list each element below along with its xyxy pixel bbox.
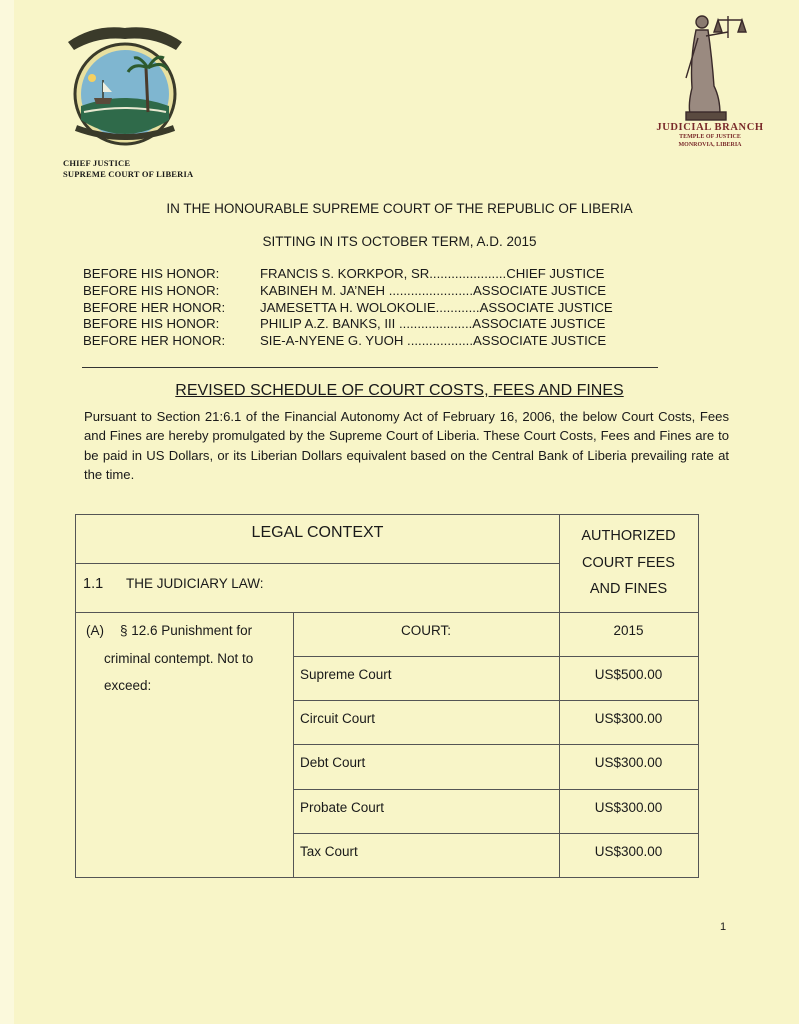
court-name-cell: Probate Court [300,800,385,815]
justice-title: BEFORE HIS HONOR: [83,282,220,298]
item-text-line1: § 12.6 Punishment for [120,623,253,638]
item-text-line3: exceed: [104,678,152,693]
section-number: 1.1 [83,576,104,592]
chief-justice-caption [63,158,193,180]
court-fee-cell: US$300.00 [594,800,663,815]
section-title: THE JUDICIARY LAW: [126,576,264,591]
table-divider [293,789,698,790]
monrovia-line: MONROVIA, LIBERIA [678,142,742,148]
court-fee-cell: US$300.00 [594,755,663,770]
year-column-header: 2015 [613,623,644,638]
justice-title: BEFORE HIS HONOR: [83,266,220,281]
justice-entry: PHILIP A.Z. BANKS, III ....................ASSOCIATE JUSTICE [260,316,606,332]
justice-row [83,283,613,300]
justice-entry: SIE-A-NYENE G. YUOH ..................ASSOCIATE JUSTICE [260,333,607,349]
justice-entry: JAMESETTA H. WOLOKOLIE............ASSOCIATE JUSTICE [260,299,613,315]
table-divider [293,700,698,701]
temple-of-justice-line: TEMPLE OF JUSTICE [679,134,741,140]
fees-header [559,523,698,603]
justice-title: BEFORE HER HONOR: [83,299,226,315]
item-text-line2: criminal contempt. Not to [104,651,254,666]
page-edge [0,0,14,1024]
justice-row [83,333,613,350]
justice-entry: KABINEH M. JA’NEH .......................ASSOCIATE JUSTICE [260,282,607,298]
court-name-cell: Tax Court [300,844,358,859]
divider-rule [82,367,658,368]
chief-justice-caption-line2: SUPREME COURT OF LIBERIA [63,169,194,179]
table-divider [293,833,698,834]
liberia-seal-emblem [64,20,186,148]
judicial-branch-title: JUDICIAL BRANCH [656,122,764,133]
court-title: IN THE HONOURABLE SUPREME COURT OF THE REPUBLIC OF LIBERIA [166,201,633,216]
fees-table [75,514,699,878]
lady-justice-emblem [676,8,748,122]
court-name-cell: Supreme Court [300,667,392,682]
justice-entry: FRANCIS S. KORKPOR, SR.....................CHIEF JUSTICE [260,266,605,281]
term-line: SITTING IN ITS OCTOBER TERM, A.D. 2015 [262,234,537,249]
justices-list [83,266,613,350]
court-name-cell: Circuit Court [300,711,376,726]
court-fee-cell: US$300.00 [594,844,663,859]
fees-header-line1: AUTHORIZED [581,528,676,544]
fees-header-line3: AND FINES [589,581,668,597]
justice-row [83,316,613,333]
court-fee-cell: US$300.00 [594,711,663,726]
chief-justice-caption-line1: CHIEF JUSTICE [63,158,131,168]
legal-context-header: LEGAL CONTEXT [251,524,384,541]
preamble-paragraph: Pursuant to Section 21:6.1 of the Financial Autonomy Act of February 16, 2006, the below Court Costs, Fees and Fines are hereby promulgated by the Supreme Court of Liberia. These Court Costs, Fees and Fines are to be paid in US Dollars, or its Liberian Dollars equivalent based on the Central Bank of Liberia prevailing rate at the time. [84,409,729,482]
justice-row [83,266,613,283]
court-column-header: COURT: [400,623,451,638]
judicial-branch-caption [640,122,780,149]
justice-title: BEFORE HIS HONOR: [83,316,220,332]
table-divider [76,612,698,613]
court-fee-cell: US$500.00 [594,667,663,682]
item-label: (A) [86,623,104,638]
fees-header-line2: COURT FEES [582,554,675,571]
page-number: 1 [720,921,727,933]
table-divider [293,656,698,657]
table-divider [293,744,698,745]
court-name-cell: Debt Court [300,755,366,770]
justice-title: BEFORE HER HONOR: [83,333,226,349]
schedule-heading: REVISED SCHEDULE OF COURT COSTS, FEES AND FINES [175,382,624,399]
justice-row [83,300,613,317]
table-divider [76,563,559,564]
